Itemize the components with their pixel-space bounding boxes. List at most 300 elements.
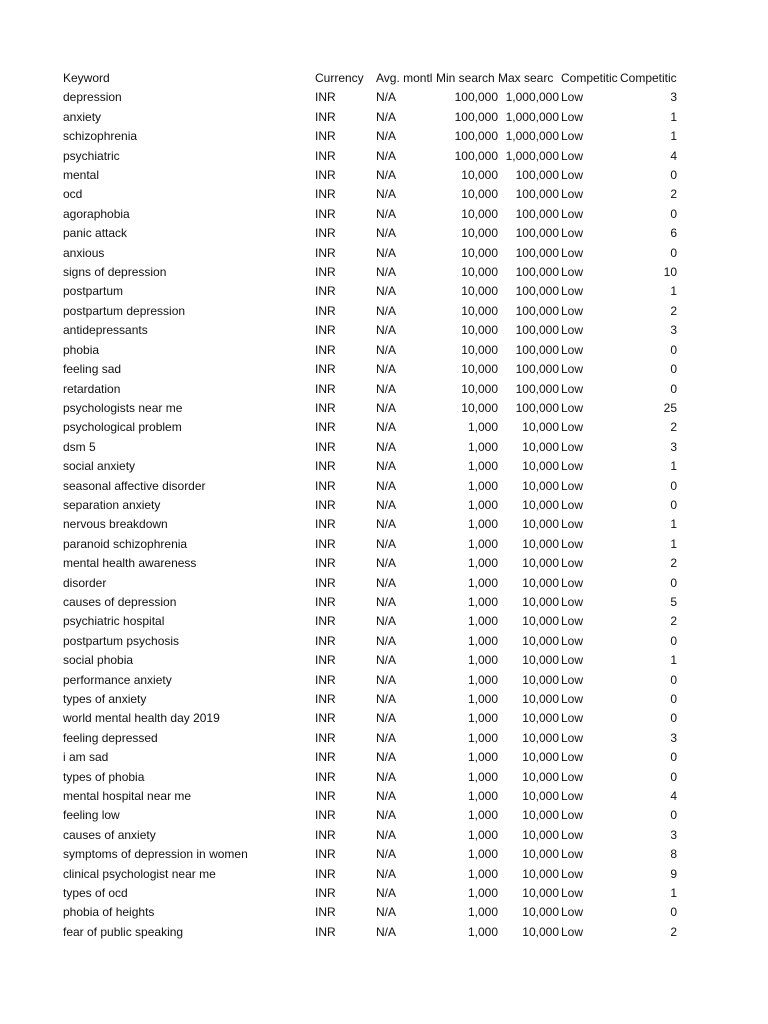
cell-max-search: 10,000 — [522, 924, 559, 939]
cell-competition-index: 2 — [670, 303, 677, 318]
cell-competition: Low — [561, 265, 584, 280]
cell-competition-index: 5 — [670, 594, 677, 609]
cell-avg-monthly: N/A — [376, 109, 397, 124]
cell-currency: INR — [315, 497, 336, 512]
cell-avg-monthly: N/A — [376, 478, 397, 493]
table-row — [63, 263, 677, 282]
cell-competition-index: 0 — [670, 750, 677, 765]
cell-currency: INR — [315, 827, 336, 842]
cell-competition-index: 0 — [670, 905, 677, 920]
cell-competition-index: 3 — [670, 439, 677, 454]
cell-keyword: feeling depressed — [63, 730, 158, 745]
cell-min-search: 10,000 — [461, 400, 498, 415]
cell-competition-index: 0 — [670, 168, 677, 183]
cell-avg-monthly: N/A — [376, 459, 397, 474]
cell-keyword: feeling sad — [63, 362, 122, 377]
cell-competition-index: 2 — [670, 556, 677, 571]
cell-avg-monthly: N/A — [376, 672, 397, 687]
cell-competition-index: 0 — [670, 711, 677, 726]
cell-max-search: 10,000 — [522, 478, 559, 493]
cell-avg-monthly: N/A — [376, 905, 397, 920]
table-row — [63, 709, 677, 728]
cell-currency: INR — [315, 129, 336, 144]
cell-min-search: 10,000 — [461, 265, 498, 280]
cell-currency: INR — [315, 886, 336, 901]
cell-avg-monthly: N/A — [376, 400, 397, 415]
cell-min-search: 10,000 — [461, 381, 498, 396]
cell-currency: INR — [315, 284, 336, 299]
cell-competition: Low — [561, 90, 584, 105]
cell-competition-index: 3 — [670, 90, 677, 105]
header-row — [63, 69, 677, 88]
cell-avg-monthly: N/A — [376, 284, 397, 299]
cell-min-search: 1,000 — [467, 905, 498, 920]
cell-max-search: 100,000 — [515, 381, 559, 396]
cell-min-search: 10,000 — [461, 226, 498, 241]
header-avg-monthly: Avg. montl — [376, 71, 433, 85]
cell-keyword: types of phobia — [63, 769, 145, 784]
cell-competition-index: 0 — [670, 245, 677, 260]
table-row — [63, 593, 677, 612]
cell-currency: INR — [315, 381, 336, 396]
cell-currency: INR — [315, 323, 336, 338]
cell-currency: INR — [315, 750, 336, 765]
table-row — [63, 302, 677, 321]
cell-competition-index: 2 — [670, 614, 677, 629]
cell-max-search: 10,000 — [522, 847, 559, 862]
cell-competition-index: 0 — [670, 497, 677, 512]
cell-keyword: social phobia — [63, 653, 134, 668]
cell-competition-index: 1 — [670, 459, 677, 474]
cell-min-search: 1,000 — [467, 517, 498, 532]
cell-currency: INR — [315, 400, 336, 415]
cell-min-search: 1,000 — [467, 420, 498, 435]
cell-keyword: signs of depression — [63, 265, 167, 280]
table-row — [63, 671, 677, 690]
cell-keyword: causes of anxiety — [63, 827, 156, 842]
cell-avg-monthly: N/A — [376, 594, 397, 609]
cell-max-search: 100,000 — [515, 323, 559, 338]
cell-min-search: 1,000 — [467, 730, 498, 745]
cell-competition-index: 10 — [663, 265, 677, 280]
cell-currency: INR — [315, 478, 336, 493]
cell-competition: Low — [561, 730, 584, 745]
cell-min-search: 100,000 — [454, 90, 498, 105]
cell-competition-index: 0 — [670, 769, 677, 784]
cell-competition: Low — [561, 459, 584, 474]
cell-competition: Low — [561, 148, 584, 163]
cell-max-search: 100,000 — [515, 362, 559, 377]
cell-competition: Low — [561, 517, 584, 532]
cell-competition: Low — [561, 400, 584, 415]
cell-keyword: schizophrenia — [63, 129, 138, 144]
cell-avg-monthly: N/A — [376, 924, 397, 939]
cell-avg-monthly: N/A — [376, 711, 397, 726]
cell-keyword: feeling low — [63, 808, 120, 823]
cell-competition-index: 0 — [670, 672, 677, 687]
table-row — [63, 341, 677, 360]
cell-max-search: 100,000 — [515, 206, 559, 221]
cell-keyword: world mental health day 2019 — [63, 711, 220, 726]
cell-min-search: 1,000 — [467, 886, 498, 901]
cell-avg-monthly: N/A — [376, 245, 397, 260]
cell-currency: INR — [315, 303, 336, 318]
cell-max-search: 10,000 — [522, 556, 559, 571]
cell-keyword: i am sad — [63, 750, 109, 765]
table-row — [63, 923, 677, 942]
cell-keyword: postpartum depression — [63, 303, 186, 318]
cell-min-search: 100,000 — [454, 148, 498, 163]
table-row — [63, 205, 677, 224]
cell-competition: Low — [561, 769, 584, 784]
cell-competition: Low — [561, 245, 584, 260]
cell-competition-index: 4 — [670, 789, 677, 804]
cell-competition: Low — [561, 886, 584, 901]
cell-max-search: 10,000 — [522, 905, 559, 920]
cell-keyword: seasonal affective disorder — [63, 478, 206, 493]
cell-competition-index: 0 — [670, 633, 677, 648]
cell-currency: INR — [315, 206, 336, 221]
cell-min-search: 1,000 — [467, 536, 498, 551]
cell-currency: INR — [315, 808, 336, 823]
cell-competition: Low — [561, 536, 584, 551]
cell-keyword: postpartum psychosis — [63, 633, 180, 648]
cell-competition: Low — [561, 478, 584, 493]
cell-competition: Low — [561, 614, 584, 629]
cell-avg-monthly: N/A — [376, 148, 397, 163]
cell-competition: Low — [561, 362, 584, 377]
cell-max-search: 10,000 — [522, 769, 559, 784]
cell-min-search: 1,000 — [467, 847, 498, 862]
cell-avg-monthly: N/A — [376, 303, 397, 318]
cell-keyword: antidepressants — [63, 323, 148, 338]
cell-currency: INR — [315, 633, 336, 648]
cell-min-search: 1,000 — [467, 924, 498, 939]
table-row — [63, 127, 677, 146]
table-row — [63, 224, 677, 243]
cell-keyword: performance anxiety — [63, 672, 172, 687]
cell-competition: Low — [561, 653, 584, 668]
cell-keyword: psychologists near me — [63, 400, 183, 415]
cell-avg-monthly: N/A — [376, 517, 397, 532]
cell-max-search: 100,000 — [515, 245, 559, 260]
cell-currency: INR — [315, 187, 336, 202]
cell-competition-index: 3 — [670, 730, 677, 745]
cell-max-search: 10,000 — [522, 672, 559, 687]
cell-competition-index: 9 — [670, 866, 677, 881]
cell-competition: Low — [561, 827, 584, 842]
header-competition: Competitic — [561, 71, 618, 85]
cell-min-search: 1,000 — [467, 808, 498, 823]
table-row — [63, 826, 677, 845]
table-row — [63, 380, 677, 399]
cell-max-search: 10,000 — [522, 808, 559, 823]
cell-currency: INR — [315, 342, 336, 357]
cell-currency: INR — [315, 769, 336, 784]
cell-keyword: agoraphobia — [63, 206, 130, 221]
cell-competition-index: 2 — [670, 924, 677, 939]
cell-avg-monthly: N/A — [376, 614, 397, 629]
table-row — [63, 496, 677, 515]
cell-currency: INR — [315, 109, 336, 124]
cell-competition-index: 1 — [670, 886, 677, 901]
cell-max-search: 10,000 — [522, 536, 559, 551]
cell-min-search: 10,000 — [461, 187, 498, 202]
cell-min-search: 1,000 — [467, 653, 498, 668]
cell-min-search: 1,000 — [467, 827, 498, 842]
cell-avg-monthly: N/A — [376, 653, 397, 668]
cell-currency: INR — [315, 789, 336, 804]
cell-competition: Low — [561, 129, 584, 144]
cell-competition: Low — [561, 905, 584, 920]
cell-competition: Low — [561, 420, 584, 435]
cell-competition-index: 0 — [670, 478, 677, 493]
header-keyword: Keyword — [63, 71, 110, 85]
cell-keyword: psychiatric — [63, 148, 120, 163]
cell-min-search: 1,000 — [467, 866, 498, 881]
table-row — [63, 865, 677, 884]
table-row — [63, 88, 677, 107]
cell-avg-monthly: N/A — [376, 789, 397, 804]
cell-max-search: 100,000 — [515, 265, 559, 280]
cell-competition-index: 2 — [670, 187, 677, 202]
cell-min-search: 10,000 — [461, 342, 498, 357]
cell-competition-index: 3 — [670, 323, 677, 338]
cell-keyword: ocd — [63, 187, 83, 202]
cell-max-search: 10,000 — [522, 692, 559, 706]
cell-avg-monthly: N/A — [376, 847, 397, 862]
table-row — [63, 185, 677, 204]
cell-avg-monthly: N/A — [376, 439, 397, 454]
table-row — [63, 535, 677, 554]
table-row — [63, 166, 677, 185]
cell-max-search: 10,000 — [522, 633, 559, 648]
table-row — [63, 477, 677, 496]
cell-max-search: 10,000 — [522, 594, 559, 609]
cell-avg-monthly: N/A — [376, 226, 397, 241]
table-row — [63, 457, 677, 476]
cell-min-search: 10,000 — [461, 323, 498, 338]
cell-keyword: postpartum — [63, 284, 124, 299]
table-row — [63, 147, 677, 166]
cell-keyword: mental health awareness — [63, 556, 197, 571]
cell-currency: INR — [315, 866, 336, 881]
cell-avg-monthly: N/A — [376, 866, 397, 881]
table-row — [63, 787, 677, 806]
cell-competition: Low — [561, 497, 584, 512]
cell-avg-monthly: N/A — [376, 342, 397, 357]
cell-currency: INR — [315, 711, 336, 726]
cell-avg-monthly: N/A — [376, 750, 397, 765]
table-row — [63, 806, 677, 825]
cell-competition: Low — [561, 109, 584, 124]
cell-max-search: 10,000 — [522, 439, 559, 454]
cell-competition: Low — [561, 692, 584, 706]
cell-competition-index: 0 — [670, 808, 677, 823]
cell-competition-index: 1 — [670, 109, 677, 124]
cell-max-search: 10,000 — [522, 614, 559, 629]
cell-max-search: 10,000 — [522, 886, 559, 901]
cell-min-search: 1,000 — [467, 672, 498, 687]
cell-currency: INR — [315, 90, 336, 105]
cell-keyword: anxious — [63, 245, 105, 260]
cell-competition: Low — [561, 866, 584, 881]
cell-keyword: dsm 5 — [63, 439, 96, 454]
cell-competition-index: 0 — [670, 362, 677, 377]
cell-competition: Low — [561, 789, 584, 804]
cell-competition: Low — [561, 381, 584, 396]
cell-currency: INR — [315, 847, 336, 862]
cell-min-search: 1,000 — [467, 478, 498, 493]
cell-max-search: 10,000 — [522, 866, 559, 881]
cell-currency: INR — [315, 226, 336, 241]
cell-keyword: social anxiety — [63, 459, 136, 474]
cell-competition: Low — [561, 672, 584, 687]
table-row — [63, 612, 677, 631]
cell-max-search: 100,000 — [515, 303, 559, 318]
cell-min-search: 1,000 — [467, 769, 498, 784]
cell-min-search: 1,000 — [467, 439, 498, 454]
cell-max-search: 100,000 — [515, 226, 559, 241]
keyword-table — [63, 69, 677, 942]
cell-keyword: phobia of heights — [63, 905, 155, 920]
cell-avg-monthly: N/A — [376, 90, 397, 105]
cell-keyword: mental — [63, 168, 100, 183]
table-row — [63, 574, 677, 593]
cell-currency: INR — [315, 148, 336, 163]
cell-max-search: 10,000 — [522, 730, 559, 745]
cell-max-search: 100,000 — [515, 168, 559, 183]
cell-competition: Low — [561, 168, 584, 183]
cell-min-search: 1,000 — [467, 711, 498, 726]
cell-avg-monthly: N/A — [376, 265, 397, 280]
cell-keyword: panic attack — [63, 226, 128, 241]
header-min-search: Min search — [436, 71, 495, 85]
cell-competition-index: 0 — [670, 342, 677, 357]
cell-keyword: types of ocd — [63, 886, 128, 901]
cell-min-search: 1,000 — [467, 614, 498, 629]
cell-avg-monthly: N/A — [376, 575, 397, 590]
cell-competition: Low — [561, 847, 584, 862]
cell-competition: Low — [561, 206, 584, 221]
cell-competition-index: 1 — [670, 129, 677, 144]
cell-max-search: 100,000 — [515, 187, 559, 202]
cell-currency: INR — [315, 730, 336, 745]
cell-min-search: 1,000 — [467, 789, 498, 804]
cell-avg-monthly: N/A — [376, 827, 397, 842]
cell-max-search: 10,000 — [522, 711, 559, 726]
cell-avg-monthly: N/A — [376, 536, 397, 551]
table-row — [63, 632, 677, 651]
cell-min-search: 1,000 — [467, 633, 498, 648]
cell-avg-monthly: N/A — [376, 633, 397, 648]
cell-competition-index: 6 — [670, 226, 677, 241]
cell-keyword: types of anxiety — [63, 692, 147, 706]
table-row — [63, 903, 677, 922]
cell-keyword: phobia — [63, 342, 100, 357]
cell-min-search: 1,000 — [467, 692, 498, 706]
cell-competition: Low — [561, 594, 584, 609]
table-row — [63, 108, 677, 127]
cell-max-search: 10,000 — [522, 459, 559, 474]
cell-currency: INR — [315, 614, 336, 629]
table-row — [63, 651, 677, 670]
cell-min-search: 1,000 — [467, 575, 498, 590]
cell-max-search: 10,000 — [522, 497, 559, 512]
cell-min-search: 1,000 — [467, 594, 498, 609]
table-row — [63, 418, 677, 437]
table-row — [63, 768, 677, 787]
cell-keyword: nervous breakdown — [63, 517, 168, 532]
cell-currency: INR — [315, 556, 336, 571]
cell-currency: INR — [315, 168, 336, 183]
cell-avg-monthly: N/A — [376, 692, 397, 706]
cell-keyword: separation anxiety — [63, 497, 161, 512]
cell-keyword: disorder — [63, 575, 107, 590]
cell-min-search: 10,000 — [461, 168, 498, 183]
cell-competition: Low — [561, 226, 584, 241]
cell-avg-monthly: N/A — [376, 808, 397, 823]
cell-currency: INR — [315, 653, 336, 668]
cell-competition: Low — [561, 556, 584, 571]
cell-avg-monthly: N/A — [376, 323, 397, 338]
cell-max-search: 10,000 — [522, 575, 559, 590]
cell-currency: INR — [315, 439, 336, 454]
cell-avg-monthly: N/A — [376, 362, 397, 377]
cell-min-search: 100,000 — [454, 129, 498, 144]
cell-competition-index: 1 — [670, 284, 677, 299]
cell-competition: Low — [561, 711, 584, 726]
cell-currency: INR — [315, 924, 336, 939]
cell-min-search: 1,000 — [467, 459, 498, 474]
cell-keyword: fear of public speaking — [63, 924, 184, 939]
cell-max-search: 1,000,000 — [505, 109, 559, 124]
cell-competition-index: 1 — [670, 536, 677, 551]
cell-min-search: 1,000 — [467, 750, 498, 765]
cell-max-search: 1,000,000 — [505, 90, 559, 105]
cell-competition-index: 3 — [670, 827, 677, 842]
cell-competition: Low — [561, 303, 584, 318]
cell-currency: INR — [315, 362, 336, 377]
cell-avg-monthly: N/A — [376, 206, 397, 221]
table-row — [63, 438, 677, 457]
cell-keyword: retardation — [63, 381, 121, 396]
cell-competition: Low — [561, 439, 584, 454]
cell-max-search: 10,000 — [522, 750, 559, 765]
cell-competition-index: 1 — [670, 517, 677, 532]
header-currency: Currency — [315, 71, 364, 85]
cell-competition: Low — [561, 323, 584, 338]
cell-currency: INR — [315, 459, 336, 474]
cell-keyword: depression — [63, 90, 122, 105]
cell-max-search: 10,000 — [522, 789, 559, 804]
cell-avg-monthly: N/A — [376, 886, 397, 901]
cell-min-search: 100,000 — [454, 109, 498, 124]
cell-competition: Low — [561, 750, 584, 765]
cell-max-search: 10,000 — [522, 420, 559, 435]
cell-competition: Low — [561, 808, 584, 823]
table-row — [63, 244, 677, 263]
cell-currency: INR — [315, 420, 336, 435]
table-row — [63, 845, 677, 864]
cell-max-search: 100,000 — [515, 284, 559, 299]
cell-keyword: paranoid schizophrenia — [63, 536, 188, 551]
cell-currency: INR — [315, 594, 336, 609]
cell-keyword: causes of depression — [63, 594, 177, 609]
cell-avg-monthly: N/A — [376, 730, 397, 745]
cell-currency: INR — [315, 905, 336, 920]
cell-min-search: 10,000 — [461, 284, 498, 299]
